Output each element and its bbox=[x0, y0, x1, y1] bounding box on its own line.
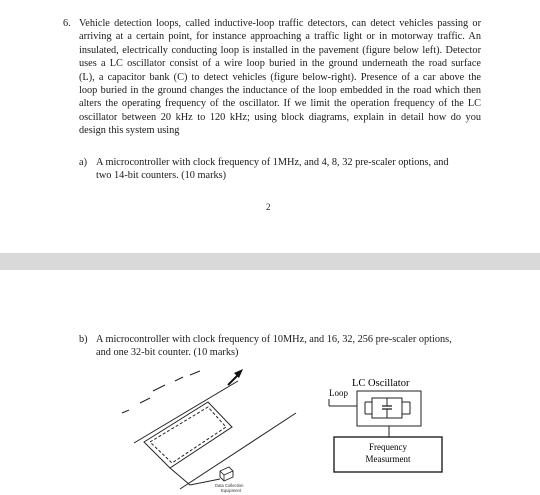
lane-dash bbox=[122, 410, 129, 413]
part-a-line-1: A microcontroller with clock frequency of 1MHz, and 4, 8, 32 pre-scaler options, and bbox=[96, 157, 449, 168]
part-b-line-1: A microcontroller with clock frequency of 10MHz, and 16, 32, 256 pre-scaler options, bbox=[96, 334, 452, 345]
lead-wire bbox=[170, 468, 220, 485]
frequency-label-2: Measurment bbox=[365, 454, 411, 464]
document-page-2 bbox=[0, 270, 540, 495]
loop-outer bbox=[144, 402, 232, 468]
part-b-label: b) bbox=[79, 334, 88, 345]
lane-dash bbox=[153, 385, 165, 391]
lc-oscillator-title: LC Oscillator bbox=[352, 378, 410, 389]
part-b-line-2: and one 32-bit counter. (10 marks) bbox=[96, 347, 239, 359]
road-edge bbox=[180, 413, 296, 489]
equipment-label-2: Equipment bbox=[221, 488, 242, 493]
question-line: insulated, electrically conducting loop is installed in the pavement (figure below left). Detector bbox=[79, 44, 481, 56]
page-separator bbox=[0, 253, 540, 270]
road-loop-figure bbox=[120, 367, 300, 495]
question-line: Vehicle detection loops, called inductive-loop traffic detectors, can detect vehicles passing or bbox=[79, 18, 481, 29]
equipment-label-1: Data Collection bbox=[215, 483, 244, 488]
lc-oscillator-figure bbox=[322, 375, 452, 480]
part-b bbox=[79, 333, 519, 363]
question-line: oscillator between 20 kHz to 120 kHz; using block diagrams, explain in detail how do you bbox=[79, 111, 481, 123]
question-line: (L), a capacitor bank (C) to detect vehicles (figure below-right). Presence of a car above the bbox=[79, 71, 481, 83]
loop-inner bbox=[150, 407, 226, 463]
lane-dash bbox=[175, 377, 183, 381]
lane-dash bbox=[140, 398, 150, 403]
question-line: design this system using bbox=[79, 125, 180, 137]
question-number: 6. bbox=[63, 18, 71, 29]
frequency-label-1: Frequency bbox=[369, 442, 407, 452]
question-line: alters the operating frequency of the oscillator. If we limit the operation frequency of the LC bbox=[79, 98, 481, 110]
part-a-line-2: two 14-bit counters. (10 marks) bbox=[96, 170, 227, 182]
loop-label: Loop bbox=[329, 388, 348, 398]
part-a bbox=[79, 156, 499, 186]
question-text bbox=[79, 17, 481, 138]
question-line: uses a LC oscillator consist of a wire loop buried in the ground underneath the road surface bbox=[79, 58, 481, 70]
page-number: 2 bbox=[266, 202, 271, 212]
lane-dash bbox=[190, 371, 200, 375]
question-line: arriving at a certain point, for instance approaching a traffic light or in motorway traffic. An bbox=[79, 31, 481, 43]
part-a-label: a) bbox=[79, 157, 87, 168]
question-line: loop buried in the ground changes the inductance of the loop embedded in the road which then bbox=[79, 85, 481, 97]
